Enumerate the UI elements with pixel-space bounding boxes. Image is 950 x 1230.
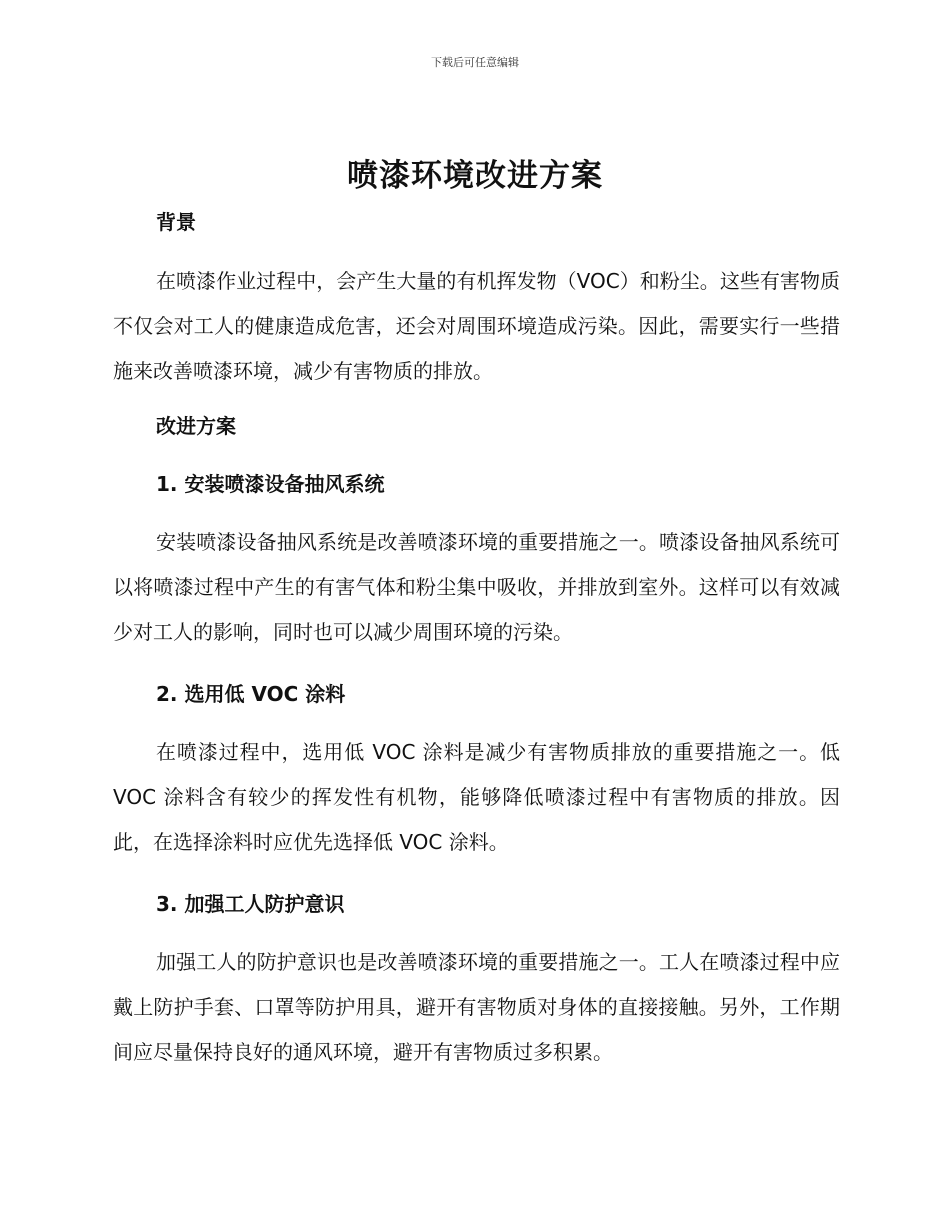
document-body <box>113 206 840 1075</box>
heading-background: 背景 <box>156 210 196 234</box>
document-title: 喷漆环境改进方案 <box>347 158 603 194</box>
paragraph-step-2: 在喷漆过程中，选用低 VOC 涂料是减少有害物质排放的重要措施之一。低 VOC 涂料含有较少的挥发性有机物，能够降低喷漆过程中有害物质的排放。因此，在选择涂料时应优先选择低 VOC 涂料。 <box>113 740 840 854</box>
header-note: 下载后可任意编辑 <box>431 56 519 69</box>
heading-improvement-plan: 改进方案 <box>156 414 236 438</box>
paragraph-background: 在喷漆作业过程中，会产生大量的有机挥发物（VOC）和粉尘。这些有害物质不仅会对工人的健康造成危害，还会对周围环境造成污染。因此，需要实行一些措施来改善喷漆环境，减少有害物质的排放。 <box>113 269 840 383</box>
heading-step-1: 1. 安装喷漆设备抽风系统 <box>156 472 385 496</box>
heading-step-3: 3. 加强工人防护意识 <box>156 892 345 916</box>
heading-step-2: 2. 选用低 VOC 涂料 <box>156 682 346 706</box>
paragraph-step-3: 加强工人的防护意识也是改善喷漆环境的重要措施之一。工人在喷漆过程中应戴上防护手套、口罩等防护用具，避开有害物质对身体的直接接触。另外，工作期间应尽量保持良好的通风环境，避开有害物质过多积累。 <box>113 950 840 1064</box>
paragraph-step-1: 安装喷漆设备抽风系统是改善喷漆环境的重要措施之一。喷漆设备抽风系统可以将喷漆过程中产生的有害气体和粉尘集中吸收，并排放到室外。这样可以有效减少对工人的影响，同时也可以减少周围环境的污染。 <box>113 530 840 644</box>
